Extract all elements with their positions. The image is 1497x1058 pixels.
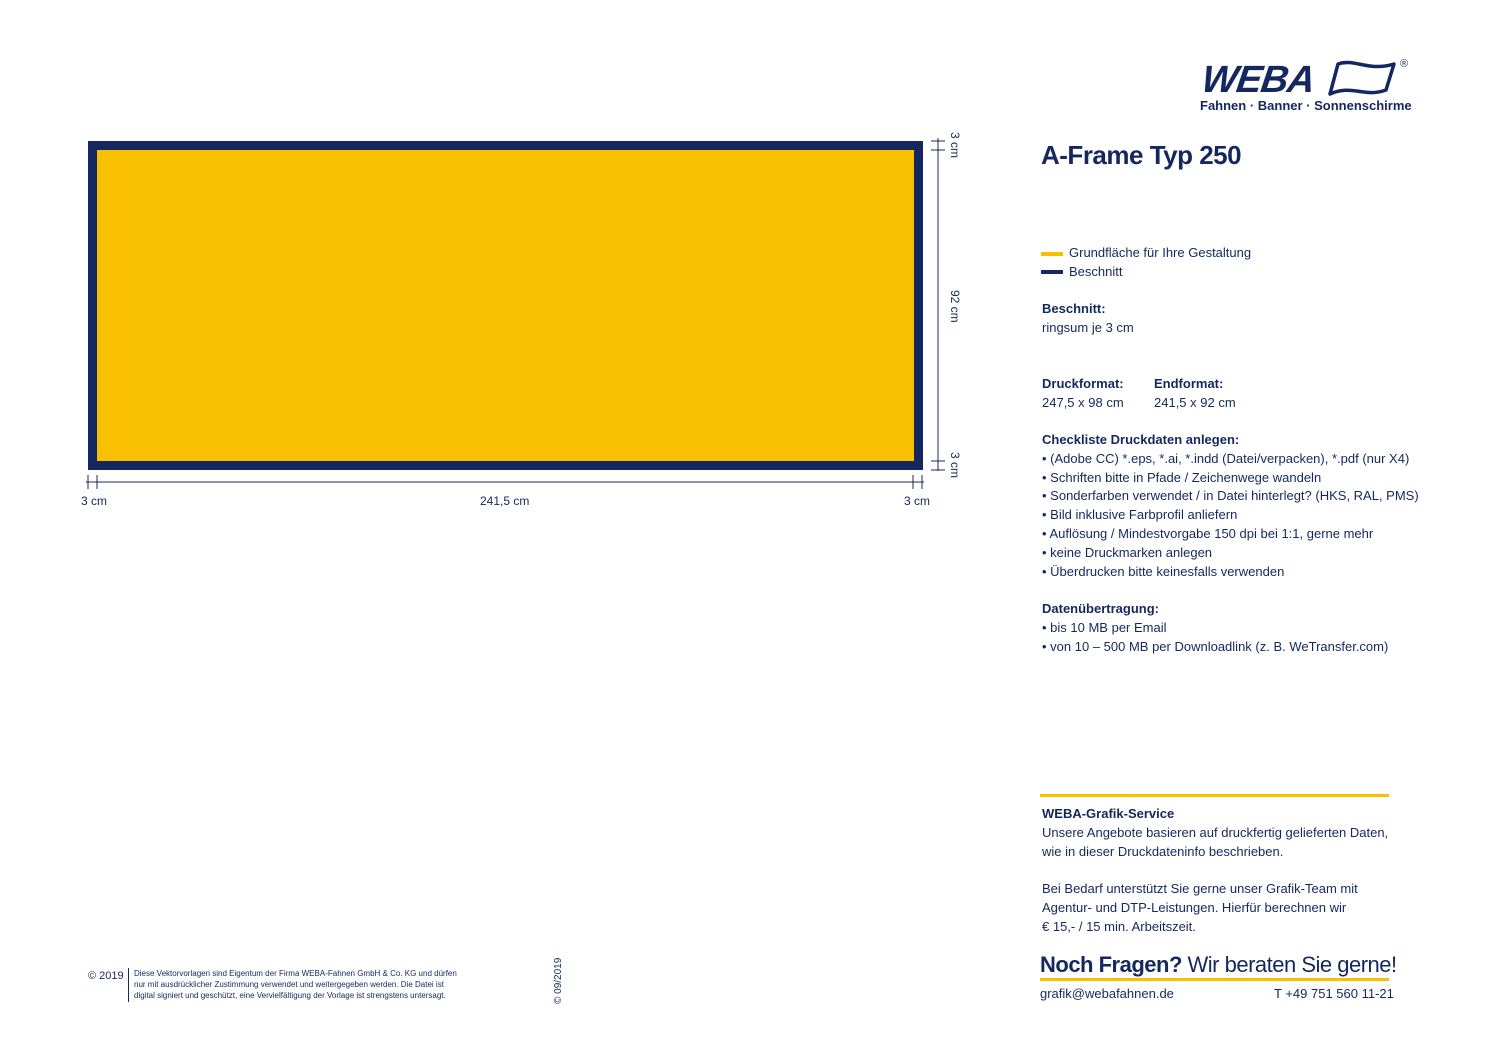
- list-item: • Schriften bitte in Pfade / Zeichenwege wandeln: [1042, 469, 1419, 488]
- checkliste-heading: Checkliste Druckdaten anlegen:: [1042, 432, 1240, 447]
- logo-wordmark: WEBA: [1199, 59, 1318, 101]
- service-line: Agentur- und DTP-Leistungen. Hierfür berechnen wir: [1042, 899, 1347, 915]
- list-item: • von 10 – 500 MB per Downloadlink (z. B. WeTransfer.com): [1042, 638, 1388, 657]
- datenuebertragung-list: [1042, 619, 1388, 657]
- list-item: • keine Druckmarken anlegen: [1042, 544, 1419, 563]
- footer-copyright: © 2019: [88, 970, 124, 982]
- service-line: Unsere Angebote basieren auf druckfertig gelieferten Daten,: [1042, 824, 1389, 840]
- list-item: • Bild inklusive Farbprofil anliefern: [1042, 506, 1419, 525]
- footer-divider: [128, 968, 129, 1002]
- checkliste-block: [1042, 431, 1419, 581]
- legend-item-design: Grundfläche für Ihre Gestaltung: [1041, 244, 1251, 263]
- druckformat-value: 247,5 x 98 cm: [1042, 394, 1124, 410]
- legend: [1041, 244, 1251, 282]
- endformat-heading: Endformat:: [1154, 376, 1224, 391]
- dim-bottom-bleed-label: 3 cm: [948, 452, 962, 479]
- service-heading: WEBA-Grafik-Service: [1042, 806, 1175, 821]
- service-divider: [1040, 794, 1389, 797]
- page-title: A-Frame Typ 250: [1041, 140, 1242, 170]
- contact-email[interactable]: grafik@webafahnen.de: [1040, 986, 1174, 1001]
- cta-normal: Wir beraten Sie gerne!: [1187, 952, 1397, 977]
- disclaimer-line: digital signiert und geschützt, eine Vervielfältigung der Vorlage ist strengstens untersagt.: [134, 991, 446, 1000]
- list-item: • Überdrucken bitte keinesfalls verwenden: [1042, 563, 1419, 582]
- navy-swatch-icon: [1041, 270, 1063, 274]
- cta-heading: [1040, 952, 1397, 978]
- beschnitt-heading: Beschnitt:: [1042, 301, 1106, 316]
- cta-bold: Noch Fragen?: [1040, 952, 1182, 977]
- footer-disclaimer: [134, 968, 457, 1001]
- contact-phone[interactable]: T +49 751 560 11-21: [1274, 986, 1394, 1001]
- checkliste-list: [1042, 450, 1419, 582]
- cta-divider: [1040, 978, 1389, 981]
- service-block: [1042, 805, 1388, 937]
- beschnitt-block: [1042, 300, 1134, 338]
- dim-right-bleed-label: 3 cm: [904, 494, 931, 508]
- service-line: wie in dieser Druckdateninfo beschrieben.: [1042, 843, 1284, 859]
- service-line: Bei Bedarf unterstützt Sie gerne unser Grafik-Team mit: [1042, 881, 1358, 897]
- logo-tagline: Fahnen · Banner · Sonnenschirme: [1200, 98, 1412, 113]
- dim-width-label: 241,5 cm: [480, 494, 530, 508]
- yellow-swatch-icon: [1041, 252, 1063, 256]
- list-item: • Sonderfarben verwendet / in Datei hinterlegt? (HKS, RAL, PMS): [1042, 487, 1419, 506]
- dim-left-bleed-label: 3 cm: [81, 494, 108, 508]
- footer-version: © 09/2019: [553, 957, 564, 1004]
- service-line: € 15,- / 15 min. Arbeitszeit.: [1042, 918, 1196, 934]
- dim-top-bleed-label: 3 cm: [948, 132, 962, 159]
- registered-mark: ®: [1400, 58, 1409, 70]
- disclaimer-line: nur mit ausdrücklicher Zustimmung verwendet und weitergegeben werden. Die Datei ist: [134, 980, 444, 989]
- beschnitt-value: ringsum je 3 cm: [1042, 319, 1134, 335]
- list-item: • (Adobe CC) *.eps, *.ai, *.indd (Datei/verpacken), *.pdf (nur X4): [1042, 450, 1419, 469]
- list-item: • Auflösung / Mindestvorgabe 150 dpi bei 1:1, gerne mehr: [1042, 525, 1419, 544]
- datenuebertragung-block: [1042, 600, 1388, 656]
- list-item: • bis 10 MB per Email: [1042, 619, 1388, 638]
- druckformat-block: [1042, 375, 1124, 413]
- druckformat-heading: Druckformat:: [1042, 376, 1124, 391]
- disclaimer-line: Diese Vektorvorlagen sind Eigentum der Firma WEBA-Fahnen GmbH & Co. KG und dürfen: [134, 969, 457, 978]
- endformat-block: [1154, 375, 1236, 413]
- datenuebertragung-heading: Datenübertragung:: [1042, 601, 1159, 616]
- dim-height-label: 92 cm: [948, 290, 962, 323]
- endformat-value: 241,5 x 92 cm: [1154, 394, 1236, 410]
- legend-item-bleed: Beschnitt: [1041, 263, 1251, 282]
